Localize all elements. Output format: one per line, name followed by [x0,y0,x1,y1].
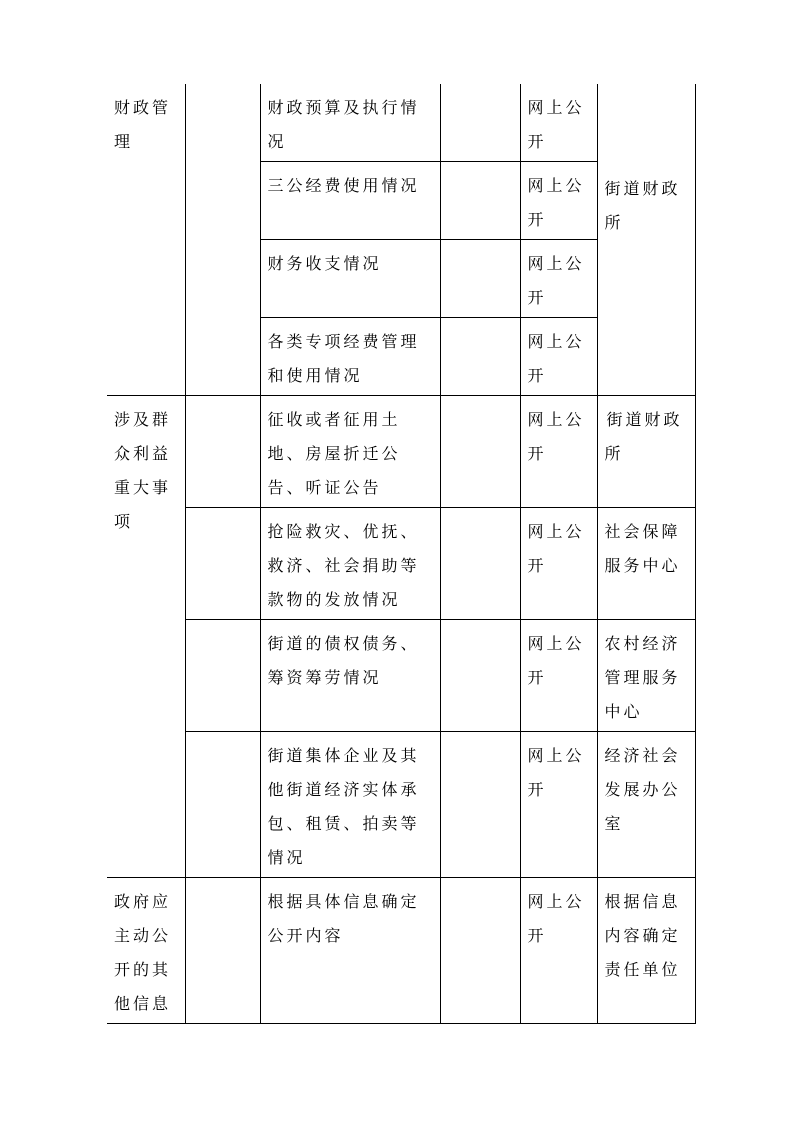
empty-cell [440,732,520,878]
responsible-cell: 农村经济管理服务中心 [597,620,695,732]
empty-cell [440,240,520,318]
empty-cell [185,84,260,396]
responsible-cell: 经济社会发展办公室 [597,732,695,878]
table-row [107,878,695,1024]
content-cell: 各类专项经费管理和使用情况 [260,318,440,396]
method-cell: 网上公开 [520,732,597,878]
content-cell: 财务收支情况 [260,240,440,318]
content-cell: 征收或者征用土地、房屋折迁公告、听证公告 [260,396,440,508]
empty-cell [440,84,520,162]
empty-cell [440,620,520,732]
empty-cell [440,508,520,620]
method-cell: 网上公开 [520,508,597,620]
content-cell: 财政预算及执行情况 [260,84,440,162]
method-cell: 网上公开 [520,162,597,240]
empty-cell [440,396,520,508]
empty-cell [440,878,520,1024]
category-cell: 政府应主动公开的其他信息 [107,878,185,1024]
content-cell: 抢险救灾、优抚、救济、社会捐助等款物的发放情况 [260,508,440,620]
method-cell: 网上公开 [520,84,597,162]
content-cell: 根据具体信息确定公开内容 [260,878,440,1024]
responsible-cell [597,84,695,396]
method-cell: 网上公开 [520,878,597,1024]
content-cell: 三公经费使用情况 [260,162,440,240]
empty-cell [185,396,260,508]
responsible-cell: 根据信息内容确定责任单位 [597,878,695,1024]
method-cell: 网上公开 [520,396,597,508]
category-cell: 财政管理 [107,84,185,396]
empty-cell [440,162,520,240]
empty-cell [185,732,260,878]
empty-cell [185,620,260,732]
table-row [107,732,695,878]
category-cell: 涉及群众利益重大事项 [107,396,185,878]
empty-cell [440,318,520,396]
method-cell: 网上公开 [520,240,597,318]
empty-cell [185,878,260,1024]
content-cell: 街道集体企业及其他街道经济实体承包、租赁、拍卖等情况 [260,732,440,878]
method-cell: 网上公开 [520,318,597,396]
table-row [107,396,695,508]
responsible-text: 街道财政所 [604,179,681,232]
content-cell: 街道的债权债务、筹资筹劳情况 [260,620,440,732]
method-cell: 网上公开 [520,620,597,732]
disclosure-table [107,84,696,1024]
responsible-cell: 街道财政所 [597,396,695,508]
table-row [107,620,695,732]
table-row [107,508,695,620]
table-row [107,84,695,162]
empty-cell [185,508,260,620]
responsible-cell: 社会保障服务中心 [597,508,695,620]
